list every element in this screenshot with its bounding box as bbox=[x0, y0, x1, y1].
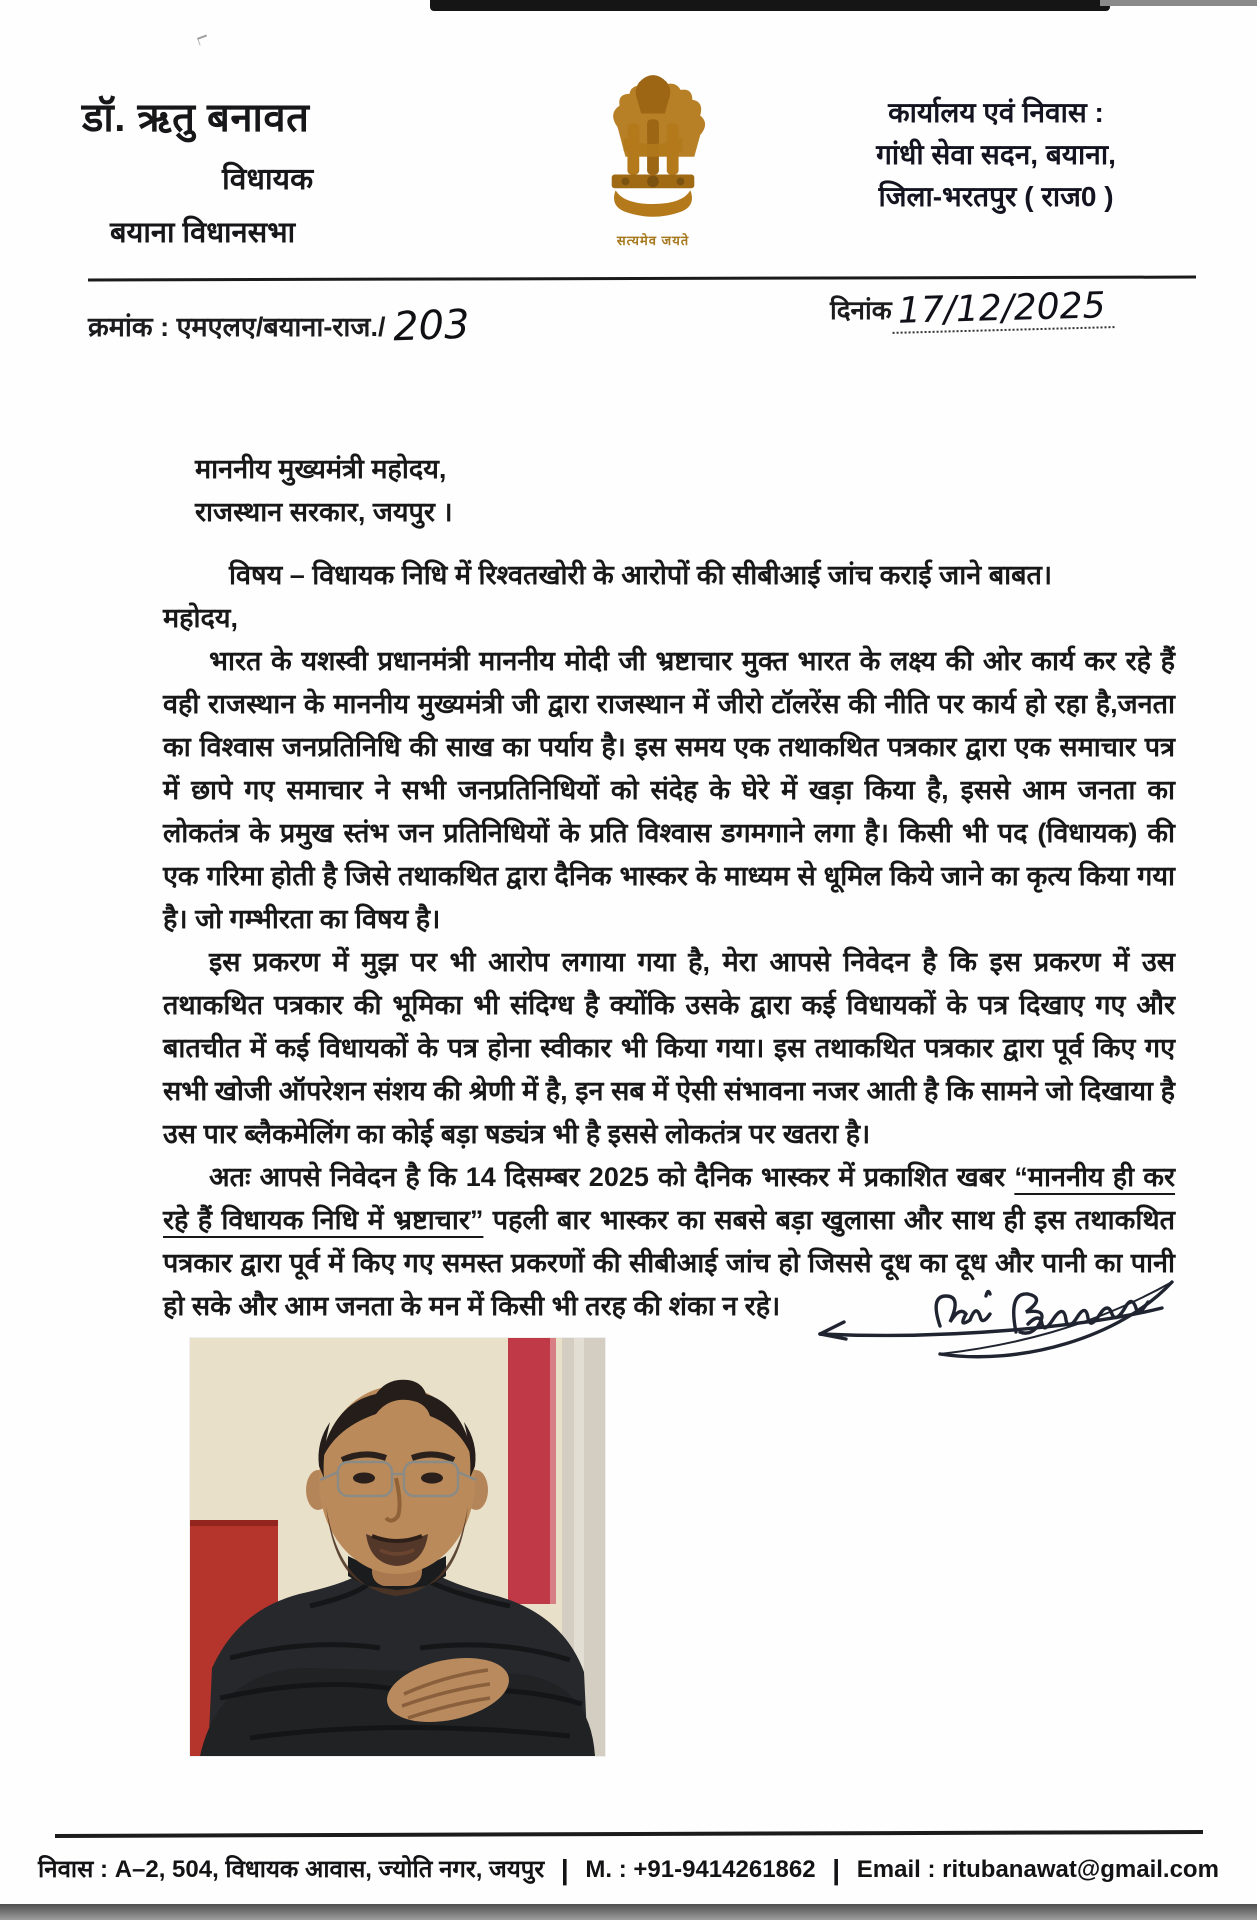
portrait-photo-illustration bbox=[190, 1338, 605, 1756]
letterhead-left-block bbox=[82, 88, 412, 251]
footer-separator: | bbox=[832, 1854, 841, 1885]
letterhead-office-block bbox=[800, 92, 1192, 218]
signature-scribble bbox=[790, 1262, 1190, 1382]
letterhead-divider-line bbox=[88, 276, 1196, 282]
letterhead-emblem-block bbox=[558, 66, 748, 249]
mla-designation: विधायक bbox=[222, 163, 314, 196]
footer-separator: | bbox=[560, 1854, 569, 1885]
footer-address: निवास : A–2, 504, विधायक आवास, ज्योति नगर, जयपुर bbox=[38, 1856, 545, 1883]
reference-label: क्रमांक : एमएलए/बयाना-राज./ bbox=[88, 312, 386, 342]
reference-number-handwritten: 203 bbox=[392, 301, 471, 351]
scan-artifact-top bbox=[430, 0, 1110, 11]
ashoka-emblem-icon bbox=[594, 66, 712, 224]
footer-divider-line bbox=[55, 1830, 1203, 1838]
footer-contact-line bbox=[0, 1852, 1257, 1885]
footer-email: Email : ritubanawat@gmail.com bbox=[856, 1856, 1219, 1883]
footer-mobile: M. : +91-9414261862 bbox=[585, 1856, 816, 1883]
subject-line: विषय – विधायक निधि में रिश्वतखोरी के आरोपों की सीबीआई जांच कराई जाने बाबत। bbox=[229, 560, 1053, 590]
portrait-photo bbox=[190, 1338, 605, 1756]
mla-name: डॉ. ऋतु बनावत bbox=[82, 96, 310, 140]
signature-block bbox=[790, 1262, 1190, 1382]
letter-body bbox=[163, 448, 1175, 1328]
date-value-handwritten: 17/12/2025 bbox=[891, 285, 1114, 334]
date-label: दिनांक bbox=[830, 295, 892, 325]
body-paragraph-2: इस प्रकरण में मुझ पर भी आरोप लगाया गया है, मेरा आपसे निवेदन है कि इस प्रकरण में उस तथाकथित पत्रकार की भूमिका भी संदिग्ध है क्योंकि उसके द्वारा कई विधायकों के पत्र दिखाए गए और बातचीत में कई विधायकों के पत्र होना स्वीकार भी किया गया। इस तथाकथित पत्रकार द्वारा पूर्व किए गए सभी खोजी ऑपरेशन संशय की श्रेणी में है, इन सब में ऐसी संभावना नजर आती है कि सामने जो दिखाया है उस पार ब्लैकमेलिंग का कोई बड़ा षड्यंत्र भी है इससे लोकतंत्र पर खतरा है। bbox=[163, 947, 1175, 1149]
body-paragraph-1: भारत के यशस्वी प्रधानमंत्री माननीय मोदी जी भ्रष्टाचार मुक्त भारत के लक्ष्य की ओर कार्य कर रहे हैं वही राजस्थान के माननीय मुख्यमंत्री जी द्वारा राजस्थान में जीरो टॉलरेंस की नीति पर कार्य हो रहा है,जनता का विश्वास जनप्रतिनिधि की साख का पर्याय है। इस समय एक तथाकथित पत्रकार द्वारा एक समाचार पत्र में छापे गए समाचार ने सभी जनप्रतिनिधियों को संदेह के घेरे में खड़ा किया है, इससे आम जनता का लोकतंत्र के प्रमुख स्तंभ जन प्रतिनिधियों के प्रति विश्वास डगमगाने लगा है। किसी भी पद (विधायक) की एक गरिमा होती है जिसे तथाकथित द्वारा दैनिक भास्कर के माध्यम से धूमिल किये जाने का कृत्य किया गया है। जो गम्भीरता का विषय है। bbox=[163, 646, 1175, 934]
office-line1: गांधी सेवा सदन, बयाना, bbox=[876, 139, 1116, 170]
recipient-line: माननीय मुख्यमंत्री महोदय, bbox=[195, 454, 447, 484]
recipient-line: राजस्थान सरकार, जयपुर । bbox=[195, 497, 453, 527]
mla-constituency: बयाना विधानसभा bbox=[110, 217, 296, 249]
salutation: महोदय, bbox=[163, 603, 238, 633]
scan-artifact-top-right bbox=[1100, 0, 1257, 6]
underlined-headline: “माननीय ही कर रहे हैं विधायक निधि में भ्रष्टाचार” bbox=[163, 1162, 1176, 1235]
paragraph3-text-after: पहली बार भास्कर का सबसे बड़ा खुलासा और साथ ही इस तथाकथित पत्रकार द्वारा पूर्व में किए गए समस्त प्रकरणों की सीबीआई जांच हो जिससे दूध का दूध और पानी का पानी हो सके और आम जनता के मन में किसी भी तरह की शंका न रहे। bbox=[163, 1205, 1175, 1321]
scan-artifact-mark bbox=[197, 35, 209, 46]
recipient-block bbox=[163, 448, 1175, 534]
emblem-motto: सत्यमेव जयते bbox=[616, 233, 690, 248]
date-row bbox=[830, 285, 1113, 332]
paragraph3-text: अतः आपसे निवेदन है कि 14 दिसम्बर 2025 को दैनिक भास्कर में प्रकाशित खबर bbox=[209, 1162, 1015, 1192]
scan-artifact-bottom bbox=[0, 1904, 1257, 1920]
reference-row bbox=[88, 300, 471, 351]
office-line2: जिला-भरतपुर ( राज0 ) bbox=[878, 181, 1114, 212]
office-label: कार्यालय एवं निवास : bbox=[888, 97, 1104, 128]
